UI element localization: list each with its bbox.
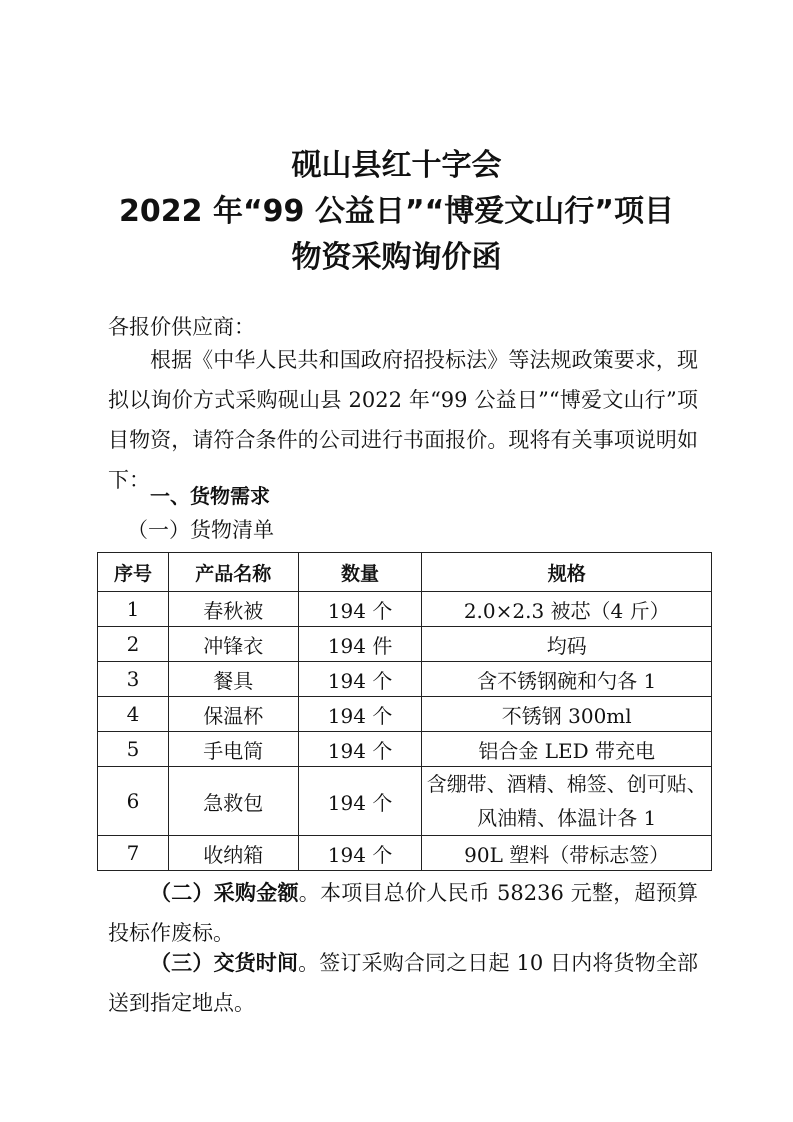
cell-name: 餐具 xyxy=(168,662,298,697)
delivery-paragraph xyxy=(108,943,698,1023)
header-spec: 规格 xyxy=(422,553,712,592)
budget-text: 。本项目总价人民币 58236 元整，超预算投标作废标。 xyxy=(108,881,698,945)
budget-paragraph xyxy=(108,873,698,953)
cell-no: 7 xyxy=(98,836,169,871)
cell-no: 6 xyxy=(98,767,169,836)
header-product-name: 产品名称 xyxy=(168,553,298,592)
header-no: 序号 xyxy=(98,553,169,592)
cell-name: 收纳箱 xyxy=(168,836,298,871)
greeting: 各报价供应商： xyxy=(108,315,255,339)
delivery-label: （三）交货时间 xyxy=(150,951,299,975)
cell-name: 冲锋衣 xyxy=(168,627,298,662)
cell-qty: 194 个 xyxy=(298,836,422,871)
cell-qty: 194 个 xyxy=(298,767,422,836)
table-row xyxy=(98,627,712,662)
cell-no: 5 xyxy=(98,732,169,767)
document-title-line1: 砚山县红十字会 xyxy=(291,148,502,183)
budget-label: （二）采购金额 xyxy=(150,881,299,905)
intro-paragraph: 根据《中华人民共和国政府招投标法》等法规政策要求，现拟以询价方式采购砚山县 2022 年“99 公益日”“博爱文山行”项目物资，请符合条件的公司进行书面报价。现将有关事项说明如下： xyxy=(108,348,698,492)
cell-name: 手电筒 xyxy=(168,732,298,767)
cell-spec: 90L 塑料（带标志签） xyxy=(422,836,712,871)
cell-spec: 不锈钢 300ml xyxy=(422,697,712,732)
subsection-heading-goods-list: （一）货物清单 xyxy=(127,518,274,542)
cell-no: 3 xyxy=(98,662,169,697)
table-row xyxy=(98,592,712,627)
table-header-row xyxy=(98,553,712,592)
table-row xyxy=(98,697,712,732)
cell-spec: 含不锈钢碗和勺各 1 xyxy=(422,662,712,697)
cell-qty: 194 个 xyxy=(298,732,422,767)
cell-no: 1 xyxy=(98,592,169,627)
cell-no: 2 xyxy=(98,627,169,662)
cell-spec: 含绷带、酒精、棉签、创可贴、风油精、体温计各 1 xyxy=(422,767,712,836)
cell-no: 4 xyxy=(98,697,169,732)
section-heading-goods: 一、货物需求 xyxy=(150,484,270,508)
cell-spec: 均码 xyxy=(422,627,712,662)
cell-name: 春秋被 xyxy=(168,592,298,627)
table-row xyxy=(98,732,712,767)
table-row xyxy=(98,767,712,836)
cell-qty: 194 个 xyxy=(298,592,422,627)
goods-table xyxy=(97,552,712,871)
cell-qty: 194 个 xyxy=(298,662,422,697)
cell-qty: 194 个 xyxy=(298,697,422,732)
delivery-text: 。签订采购合同之日起 10 日内将货物全部送到指定地点。 xyxy=(108,951,699,1015)
document-title-line2: 2022 年“99 公益日”“博爱文山行”项目 xyxy=(119,194,674,229)
document-title-line3: 物资采购询价函 xyxy=(291,240,502,275)
cell-spec: 铝合金 LED 带充电 xyxy=(422,732,712,767)
table-row xyxy=(98,662,712,697)
cell-name: 急救包 xyxy=(168,767,298,836)
cell-spec: 2.0×2.3 被芯（4 斤） xyxy=(422,592,712,627)
header-quantity: 数量 xyxy=(298,553,422,592)
cell-qty: 194 件 xyxy=(298,627,422,662)
table-row xyxy=(98,836,712,871)
cell-name: 保温杯 xyxy=(168,697,298,732)
